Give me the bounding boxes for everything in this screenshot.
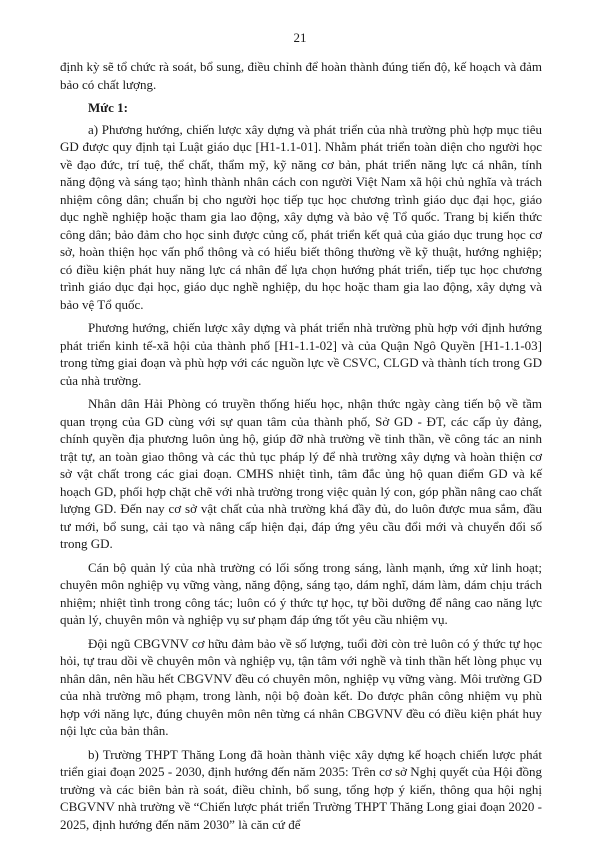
paragraph-b-plan: b) Trường THPT Thăng Long đã hoàn thành việc xây dựng kế hoạch chiến lược phát triển giai đoạn 2025 - 2030, định hướng đến năm 2035: Trên cơ sở Nghị quyết của Hội đồng trường và các biên bản rà soát, điều chỉnh, bổ sung, tổng hợp ý kiến, thông qua hội nghị CBGVNV nhà trường về “Chiến lược phát triển Trường THPT Thăng Long giai đoạn 2020 - 2025, định hướng đến năm 2030” là căn cứ để — [60, 746, 542, 832]
paragraph-orientation: Phương hướng, chiến lược xây dựng và phát triển nhà trường phù hợp với định hướng phát triển kinh tế-xã hội của thành phố [H1-1.1-02] và của Quận Ngô Quyền [H1-1.1-03] trong từng giai đoạn và phù hợp với các nguồn lực về CSVC, CLGD và thành tích trong GD của nhà trường. — [60, 320, 542, 388]
paragraph-management: Cán bộ quản lý của nhà trường có lối sống trong sáng, lành mạnh, ứng xử linh hoạt; chuyên môn nghiệp vụ vững vàng, năng động, sáng tạo, dám nghĩ, dám làm, dám chịu trách nhiệm; nhiệt tình trong công tác; luôn có ý thức tự học, tự bồi dưỡng để nâng cao năng lực quản lý, chuyên môn và nghiệp vụ sư phạm đáp ứng tốt yêu cầu nhiệm vụ. — [60, 559, 542, 627]
paragraph-a-strategy: a) Phương hướng, chiến lược xây dựng và phát triển của nhà trường phù hợp mục tiêu GD được quy định tại Luật giáo dục [H1-1.1-01]. Nhằm phát triển toàn diện cho người học về đạo đức, trí tuệ, thể chất, thẩm mỹ, kỹ năng cơ bản, phát triển năng lực cá nhân, tính năng động và sáng tạo; hình thành nhân cách con người Việt Nam xã hội chủ nghĩa và trách nhiệm công dân; chuẩn bị cho người học tiếp tục học chương trình giáo dục đại học, giáo dục nghề nghiệp hoặc tham gia lao động, xây dựng và bảo vệ Tổ quốc. Trang bị kiến thức công dân; bảo đảm cho học sinh được củng cố, phát triển kết quả của giáo dục trung học cơ sở, hoàn thiện học vấn phổ thông và có hiểu biết thông thường về kỹ thuật, hướng nghiệp; có điều kiện phát huy năng lực cá nhân để lựa chọn hướng phát triển, tiếp tục học chương trình giáo dục đại học, giáo dục nghề nghiệp, du học hoặc tham gia lao động, xây dựng và bảo vệ Tổ quốc. — [60, 121, 542, 312]
paragraph-hai-phong: Nhân dân Hải Phòng có truyền thống hiếu học, nhận thức ngày càng tiến bộ về tầm quan trọng của GD cùng với sự quan tâm của thành phố, Sở GD - ĐT, các cấp ủy đảng, chính quyền địa phương luôn ủng hộ, giúp đỡ nhà trường về tinh thần, về công tác an ninh trật tự, an toàn giao thông và các thủ tục pháp lý để nhà trường xây dựng và hoàn thiện cơ sở vật chất trong các giai đoạn. CMHS nhiệt tình, tâm đắc ủng hộ quan điểm GD và kế hoạch GD, phối hợp chặt chẽ với nhà trường trong việc quản lý con, góp phần nâng cao chất lượng GD. Đến nay cơ sở vật chất của nhà trường khá đầy đủ, do luôn được mua sắm, đầu tư mới, bổ sung, cải tạo và nâng cấp hiện đại, đáp ứng yêu cầu đổi mới và chuyển đổi số trong GD. — [60, 396, 542, 551]
section-heading-muc-1: Mức 1: — [88, 100, 128, 115]
paragraph-staff: Đội ngũ CBGVNV cơ hữu đảm bảo về số lượng, tuổi đời còn trẻ luôn có ý thức tự học hỏi, tự trau dồi về chuyên môn và nghiệp vụ, tận tâm với nghề và tinh thần hết lòng phục vụ nhân dân, nên hầu hết CBGVNV đều có chuyên môn, nghiệp vụ vững vàng. Môi trường GD của nhà trường mô phạm, trong lành, nội bộ đoàn kết. Do được phân công nhiệm vụ phù hợp với năng lực, đúng chuyên môn nên từng cá nhân CBGVNV đều có điều kiện phát huy nội lực của bản thân. — [60, 635, 542, 738]
paragraph-continuation: định kỳ sẽ tổ chức rà soát, bổ sung, điều chỉnh để hoàn thành đúng tiến độ, kế hoạch và đảm bảo có chất lượng. — [60, 59, 542, 92]
page-number: 21 — [293, 30, 307, 45]
document-body — [60, 58, 542, 839]
